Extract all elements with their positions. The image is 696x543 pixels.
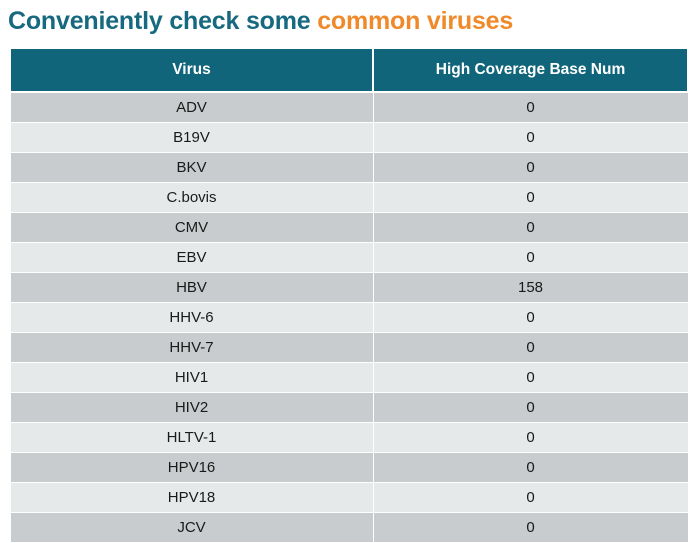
table-row [10, 213, 688, 243]
table-row [10, 393, 688, 423]
cell-count: 0 [373, 92, 688, 123]
cell-count: 0 [373, 393, 688, 423]
cell-virus: HHV-7 [10, 333, 373, 363]
cell-count: 0 [373, 303, 688, 333]
page-title-main: Conveniently check some [8, 7, 318, 35]
table-row [10, 483, 688, 513]
cell-count: 0 [373, 483, 688, 513]
cell-virus: ADV [10, 92, 373, 123]
virus-coverage-table [9, 49, 689, 543]
cell-count: 0 [373, 453, 688, 483]
cell-count: 0 [373, 183, 688, 213]
column-header-high-coverage-base-num: High Coverage Base Num [373, 49, 688, 92]
cell-virus: CMV [10, 213, 373, 243]
cell-virus: B19V [10, 123, 373, 153]
table-row [10, 123, 688, 153]
cell-virus: EBV [10, 243, 373, 273]
cell-virus: HPV18 [10, 483, 373, 513]
table-row [10, 92, 688, 123]
cell-virus: HBV [10, 273, 373, 303]
cell-count: 0 [373, 363, 688, 393]
cell-virus: HPV16 [10, 453, 373, 483]
cell-count: 0 [373, 123, 688, 153]
table-row [10, 273, 688, 303]
cell-count: 0 [373, 423, 688, 453]
table-row [10, 423, 688, 453]
table-row [10, 153, 688, 183]
column-header-virus: Virus [10, 49, 373, 92]
cell-virus: HIV2 [10, 393, 373, 423]
cell-virus: HIV1 [10, 363, 373, 393]
table-row [10, 243, 688, 273]
table-row [10, 513, 688, 543]
cell-count: 0 [373, 243, 688, 273]
cell-count: 0 [373, 333, 688, 363]
table-row [10, 453, 688, 483]
table-header-row [10, 49, 688, 92]
cell-count: 158 [373, 273, 688, 303]
cell-count: 0 [373, 513, 688, 543]
table-body [10, 92, 688, 543]
page-title-accent: common viruses [317, 7, 514, 35]
table-row [10, 363, 688, 393]
table-row [10, 333, 688, 363]
cell-virus: HLTV-1 [10, 423, 373, 453]
cell-count: 0 [373, 213, 688, 243]
table-row [10, 303, 688, 333]
table-row [10, 183, 688, 213]
page-title [0, 0, 696, 37]
cell-count: 0 [373, 153, 688, 183]
cell-virus: JCV [10, 513, 373, 543]
cell-virus: BKV [10, 153, 373, 183]
cell-virus: C.bovis [10, 183, 373, 213]
cell-virus: HHV-6 [10, 303, 373, 333]
